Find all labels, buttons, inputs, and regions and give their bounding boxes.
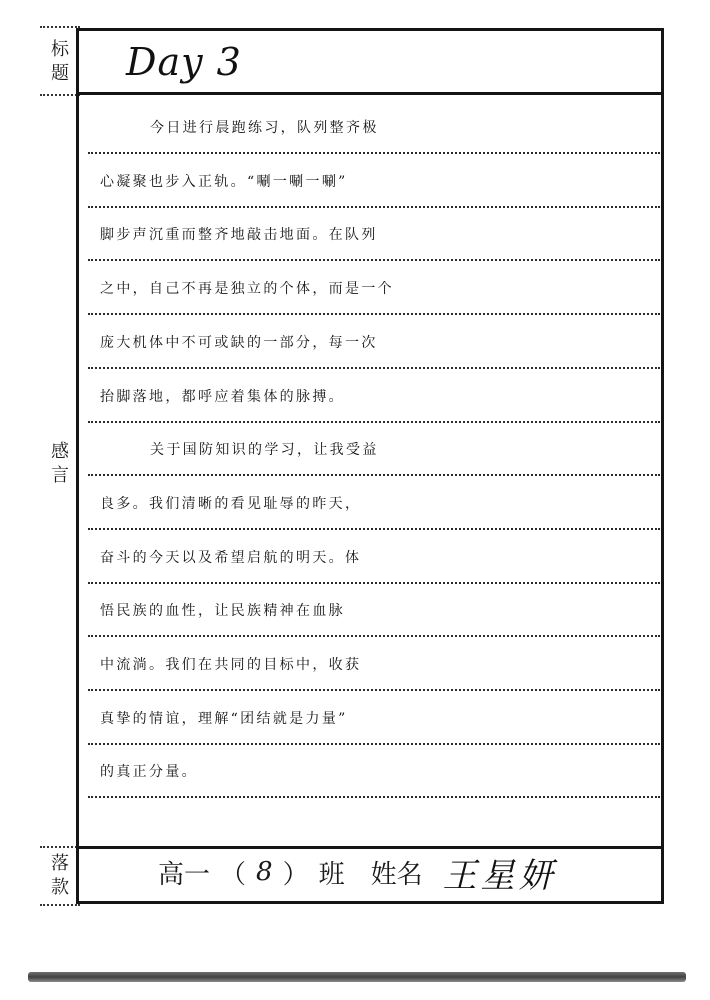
journal-line: 今日进行晨跑练习，队列整齐极 — [150, 120, 379, 136]
ruled-line — [88, 635, 660, 637]
ruled-line — [88, 206, 660, 208]
ruled-line — [88, 582, 660, 584]
student-name: 王星妍 — [442, 855, 557, 896]
title-separator — [76, 92, 664, 95]
journal-line: 关于国防知识的学习，让我受益 — [150, 442, 379, 458]
ruled-line — [88, 743, 660, 745]
journal-line: 抬脚落地，都呼应着集体的脉搏。 — [100, 389, 345, 405]
journal-line: 的真正分量。 — [100, 764, 198, 780]
name-label: 姓名 — [370, 859, 423, 890]
class-paren-close: ） — [282, 859, 309, 890]
ruled-line — [88, 313, 660, 315]
journal-line: 心凝聚也步入正轨。“唰一唰一唰” — [100, 174, 348, 190]
journal-line: 脚步声沉重而整齐地敲击地面。在队列 — [100, 227, 378, 243]
journal-line: 良多。我们清晰的看见耻辱的昨天， — [100, 496, 362, 512]
class-number: 8 — [256, 857, 273, 887]
ruled-line — [88, 474, 660, 476]
journal-line: 悟民族的血性，让民族精神在血脉 — [100, 603, 345, 619]
ruled-line — [88, 152, 660, 154]
margin-divider-top — [40, 26, 80, 28]
ruled-line — [88, 421, 660, 423]
ruled-line — [88, 367, 660, 369]
signature-row — [158, 852, 557, 896]
margin-label-sign: 落 款 — [51, 853, 69, 898]
journal-line: 奋斗的今天以及希望启航的明天。体 — [100, 550, 362, 566]
journal-line: 真挚的情谊，理解“团结就是力量” — [100, 711, 348, 727]
journal-line: 中流淌。我们在共同的目标中，收获 — [100, 657, 362, 673]
entry-title: Day 3 — [126, 40, 242, 84]
ruled-line — [88, 528, 660, 530]
signature-separator — [76, 846, 664, 849]
ruled-line — [88, 689, 660, 691]
margin-divider — [40, 94, 80, 96]
grade-label: 高一 — [158, 859, 211, 890]
journal-line: 之中，自己不再是独立的个体，而是一个 — [100, 281, 394, 297]
scan-edge — [28, 972, 686, 982]
margin-divider — [40, 846, 80, 848]
class-paren-open: （ — [220, 859, 247, 890]
ruled-line — [88, 796, 660, 798]
margin-label-body: 感 言 — [51, 441, 69, 486]
journal-line: 庞大机体中不可或缺的一部分，每一次 — [100, 335, 378, 351]
ruled-line — [88, 259, 660, 261]
margin-label-title: 标 题 — [51, 39, 69, 84]
margin-divider-bottom — [40, 904, 80, 906]
class-label: 班 — [318, 859, 345, 890]
